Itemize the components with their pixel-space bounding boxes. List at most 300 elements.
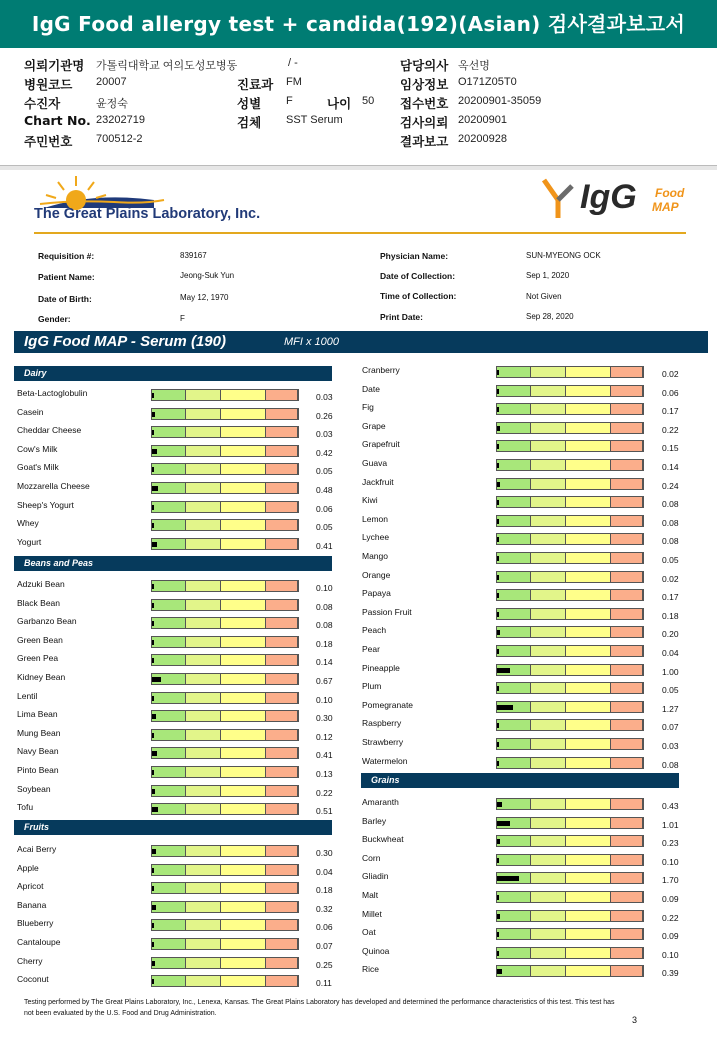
bar-zone	[531, 720, 566, 730]
bar-zone	[566, 758, 611, 768]
bar-zone	[531, 367, 566, 377]
result-bar	[151, 482, 299, 494]
bar-zone	[186, 618, 221, 628]
result-fill	[152, 523, 154, 528]
food-value: 1.70	[662, 875, 679, 886]
bar-zone	[266, 539, 298, 549]
patient-label: Requisition #:	[38, 251, 95, 261]
food-value: 0.10	[662, 856, 679, 867]
korean-label: 나이	[327, 96, 352, 111]
korean-value: SST Serum	[286, 114, 343, 126]
section-header: Fruits	[14, 820, 332, 835]
food-name: Sheep's Yogurt	[17, 499, 74, 510]
food-value: 1.00	[662, 666, 679, 677]
bar-zone	[186, 902, 221, 912]
food-name: Tofu	[17, 802, 34, 813]
result-fill	[497, 895, 499, 900]
bar-zone	[531, 479, 566, 489]
bar-zone	[152, 730, 186, 740]
food-name: Mung Bean	[17, 727, 61, 738]
food-value: 0.22	[662, 424, 679, 435]
result-bar	[496, 589, 644, 601]
food-name: Papaya	[362, 588, 391, 599]
result-fill	[152, 393, 154, 398]
bar-zone	[531, 758, 566, 768]
bar-zone	[531, 818, 566, 828]
food-value: 0.04	[316, 866, 333, 877]
bar-zone	[497, 646, 531, 656]
result-fill	[152, 658, 154, 663]
bar-zone	[221, 748, 266, 758]
food-value: 0.24	[662, 480, 679, 491]
food-value: 0.43	[662, 801, 679, 811]
patient-label: Time of Collection:	[380, 291, 457, 301]
result-bar	[496, 459, 644, 471]
food-name: Watermelon	[362, 755, 408, 766]
bar-zone	[531, 441, 566, 451]
bar-zone	[497, 739, 531, 749]
bar-zone	[186, 446, 221, 456]
food-name: Casein	[17, 406, 44, 417]
bar-zone	[611, 534, 643, 544]
food-value: 0.03	[662, 741, 679, 751]
bar-zone	[566, 929, 611, 939]
food-name: Pomegranate	[362, 699, 414, 710]
result-fill	[152, 770, 154, 775]
bar-zone	[497, 479, 531, 489]
food-name: Kiwi	[362, 495, 378, 506]
korean-label: 진료과	[237, 77, 274, 92]
patient-value: Sep 28, 2020	[526, 312, 574, 321]
korean-value: 23202719	[96, 114, 145, 126]
bar-zone	[266, 804, 298, 814]
bar-zone	[497, 572, 531, 582]
food-value: 0.08	[316, 601, 333, 612]
food-name: Soybean	[17, 783, 51, 794]
result-fill	[497, 858, 499, 863]
bar-zone	[566, 739, 611, 749]
bar-zone	[266, 976, 298, 986]
bar-zone	[611, 911, 643, 921]
result-fill	[497, 742, 499, 747]
bar-zone	[221, 976, 266, 986]
bar-zone	[186, 693, 221, 703]
result-bar	[496, 478, 644, 490]
food-name: Acai Berry	[17, 844, 57, 854]
bar-zone	[221, 581, 266, 591]
bar-zone	[266, 939, 298, 949]
bar-zone	[611, 948, 643, 958]
bar-zone	[186, 502, 221, 512]
food-name: Pineapple	[362, 662, 400, 673]
footer-disclaimer: Testing performed by The Great Plains Laboratory, Inc., Lenexa, Kansas. The Great Plains Laboratory has developed and determined the performance characteristics of this test. This test has not been evaluated by the U.S. Food and Drug Administration.	[24, 999, 615, 1017]
korean-label: 의뢰기관명	[24, 58, 85, 73]
patient-label: Print Date:	[380, 312, 423, 322]
food-value: 0.48	[316, 485, 333, 495]
result-bar	[496, 496, 644, 508]
bar-zone	[566, 460, 611, 470]
korean-value: 20200901	[458, 114, 507, 126]
result-bar	[151, 580, 299, 592]
bar-zone	[611, 836, 643, 846]
bar-zone	[566, 609, 611, 619]
patient-label: Gender:	[38, 314, 71, 324]
bar-zone	[266, 390, 298, 400]
result-fill	[497, 500, 499, 505]
bar-zone	[531, 553, 566, 563]
korean-value: 50	[362, 95, 375, 107]
result-fill	[152, 886, 154, 891]
patient-label: Date of Collection:	[380, 271, 456, 281]
bar-zone	[221, 655, 266, 665]
bar-zone	[566, 590, 611, 600]
korean-label: 담당의사	[400, 58, 449, 73]
food-name: Barley	[362, 815, 387, 826]
food-name: Adzuki Bean	[17, 579, 65, 589]
food-value: 0.10	[662, 949, 679, 960]
result-bar	[151, 599, 299, 611]
korean-value: O171Z05T0	[458, 76, 517, 88]
section-header: Grains	[361, 773, 679, 788]
bar-zone	[221, 427, 266, 437]
food-value: 0.08	[316, 620, 333, 631]
bar-zone	[152, 693, 186, 703]
bar-zone	[186, 920, 221, 930]
result-bar	[151, 901, 299, 913]
bar-zone	[566, 892, 611, 902]
bar-zone	[566, 799, 611, 809]
bar-zone	[186, 730, 221, 740]
result-bar	[151, 766, 299, 778]
bar-zone	[266, 655, 298, 665]
bar-zone	[611, 553, 643, 563]
food-name: Whey	[17, 518, 39, 529]
bar-zone	[221, 674, 266, 684]
food-map-header	[14, 331, 708, 353]
result-fill	[497, 482, 500, 487]
bar-zone	[186, 539, 221, 549]
bar-zone	[221, 883, 266, 893]
result-bar	[496, 552, 644, 564]
patient-value: 839167	[180, 251, 207, 260]
result-bar	[151, 938, 299, 950]
result-bar	[496, 757, 644, 769]
bar-zone	[566, 702, 611, 712]
bar-zone	[186, 786, 221, 796]
bar-zone	[152, 976, 186, 986]
bar-zone	[266, 767, 298, 777]
food-name: Navy Bean	[17, 746, 59, 757]
food-value: 0.02	[662, 369, 679, 379]
food-name: Mango	[362, 551, 388, 561]
food-value: 0.08	[662, 517, 679, 528]
result-fill	[152, 430, 154, 435]
bar-zone	[186, 958, 221, 968]
food-name: Quinoa	[362, 945, 390, 956]
food-name: Kidney Bean	[17, 672, 66, 682]
bar-zone	[221, 539, 266, 549]
korean-value: 20200928	[458, 133, 507, 145]
bar-zone	[221, 786, 266, 796]
food-value: 0.08	[662, 499, 679, 510]
result-fill	[152, 905, 156, 910]
bar-zone	[266, 883, 298, 893]
food-value: 0.42	[316, 447, 333, 458]
bar-zone	[221, 939, 266, 949]
result-bar	[496, 910, 644, 922]
bar-zone	[186, 939, 221, 949]
bar-zone	[566, 683, 611, 693]
bar-zone	[152, 464, 186, 474]
food-value: 0.05	[316, 466, 333, 477]
result-fill	[497, 389, 499, 394]
bar-zone	[531, 702, 566, 712]
food-name: Orange	[362, 569, 391, 580]
bar-zone	[186, 581, 221, 591]
bar-zone	[221, 902, 266, 912]
result-bar	[496, 385, 644, 397]
food-value: 0.07	[662, 722, 679, 733]
bar-zone	[611, 441, 643, 451]
result-fill	[152, 923, 154, 928]
bar-zone	[566, 516, 611, 526]
bar-zone	[611, 665, 643, 675]
result-bar	[496, 422, 644, 434]
result-bar	[496, 515, 644, 527]
result-fill	[497, 630, 500, 635]
antibody-logo-icon	[538, 172, 578, 220]
bar-zone	[531, 683, 566, 693]
result-bar	[151, 426, 299, 438]
result-bar	[496, 947, 644, 959]
bar-zone	[531, 739, 566, 749]
bar-zone	[266, 483, 298, 493]
food-name: Blueberry	[17, 918, 54, 929]
food-name: Apple	[17, 862, 39, 873]
result-bar	[151, 692, 299, 704]
bar-zone	[531, 892, 566, 902]
bar-zone	[186, 748, 221, 758]
result-fill	[497, 407, 499, 412]
food-name: Banana	[17, 899, 47, 910]
result-bar	[151, 673, 299, 685]
result-fill	[497, 519, 499, 524]
result-fill	[152, 942, 154, 947]
result-bar	[496, 835, 644, 847]
result-bar	[151, 975, 299, 987]
bar-zone	[497, 516, 531, 526]
result-bar	[151, 957, 299, 969]
food-value: 0.02	[662, 573, 679, 584]
bar-zone	[497, 590, 531, 600]
bar-zone	[497, 553, 531, 563]
result-fill	[497, 463, 499, 468]
result-fill	[152, 751, 157, 756]
food-value: 0.15	[662, 443, 679, 454]
result-bar	[151, 747, 299, 759]
result-bar	[496, 626, 644, 638]
result-fill	[497, 649, 499, 654]
result-bar	[496, 854, 644, 866]
bar-zone	[611, 609, 643, 619]
result-fill	[497, 426, 500, 431]
bar-zone	[152, 655, 186, 665]
result-bar	[151, 654, 299, 666]
bar-zone	[497, 948, 531, 958]
result-fill	[497, 668, 510, 673]
food-name: Coconut	[17, 974, 49, 985]
result-bar	[496, 682, 644, 694]
bar-zone	[266, 958, 298, 968]
bar-zone	[186, 483, 221, 493]
food-name: Millet	[362, 908, 382, 919]
bar-zone	[566, 534, 611, 544]
lab-name: The Great Plains Laboratory, Inc.	[34, 206, 261, 222]
report-title: IgG Food allergy test + candida(192)(Asian) 검사결과보고서	[0, 0, 717, 48]
bar-zone	[221, 390, 266, 400]
bar-zone	[497, 609, 531, 619]
bar-zone	[221, 446, 266, 456]
bar-zone	[266, 637, 298, 647]
food-name: Cow's Milk	[17, 443, 58, 454]
bar-zone	[221, 711, 266, 721]
bar-zone	[186, 390, 221, 400]
korean-value: 20200901-35059	[458, 95, 542, 107]
bar-zone	[566, 966, 611, 976]
result-bar	[151, 785, 299, 797]
korean-label: 결과보고	[400, 134, 449, 149]
bar-zone	[152, 502, 186, 512]
food-name: Lentil	[17, 690, 38, 701]
food-name: Cantaloupe	[17, 937, 61, 947]
food-name: Passion Fruit	[362, 606, 412, 617]
result-bar	[151, 919, 299, 931]
bar-zone	[531, 516, 566, 526]
result-bar	[496, 366, 644, 378]
food-value: 1.27	[662, 703, 679, 714]
bar-zone	[497, 367, 531, 377]
bar-zone	[266, 693, 298, 703]
bar-zone	[152, 711, 186, 721]
korean-label: Chart No.	[24, 113, 91, 128]
bar-zone	[186, 674, 221, 684]
result-fill	[497, 723, 499, 728]
bar-zone	[566, 646, 611, 656]
bar-zone	[531, 627, 566, 637]
bar-zone	[221, 804, 266, 814]
bar-zone	[152, 409, 186, 419]
food-value: 1.01	[662, 819, 679, 830]
food-name: Buckwheat	[362, 834, 404, 845]
bar-zone	[221, 730, 266, 740]
food-value: 0.09	[662, 931, 679, 942]
patient-label: Date of Birth:	[38, 294, 92, 304]
food-name: Fig	[362, 402, 374, 413]
bar-zone	[186, 600, 221, 610]
result-fill	[497, 705, 513, 710]
result-fill	[152, 449, 157, 454]
bar-zone	[221, 409, 266, 419]
result-bar	[496, 872, 644, 884]
bar-zone	[266, 446, 298, 456]
bar-zone	[566, 367, 611, 377]
bar-zone	[152, 427, 186, 437]
food-value: 0.11	[316, 978, 332, 989]
food-name: Strawberry	[362, 737, 404, 747]
result-fill	[152, 505, 154, 510]
section-header: Beans and Peas	[14, 556, 332, 571]
bar-zone	[221, 693, 266, 703]
bar-zone	[152, 520, 186, 530]
bar-zone	[221, 958, 266, 968]
korean-label: 수진자	[24, 96, 61, 111]
food-value: 0.51	[316, 806, 333, 817]
food-value: 0.22	[316, 787, 333, 798]
bar-zone	[531, 590, 566, 600]
page-number: 3	[632, 1015, 638, 1025]
bar-zone	[221, 846, 266, 856]
bar-zone	[186, 767, 221, 777]
result-fill	[497, 932, 499, 937]
bar-zone	[611, 739, 643, 749]
food-value: 0.18	[316, 638, 333, 649]
bar-zone	[497, 683, 531, 693]
bar-zone	[531, 386, 566, 396]
bar-zone	[497, 720, 531, 730]
bar-zone	[266, 581, 298, 591]
result-fill	[497, 575, 499, 580]
food-name: Goat's Milk	[17, 462, 59, 473]
bar-zone	[531, 948, 566, 958]
food-name: Pear	[362, 644, 380, 654]
bar-zone	[266, 427, 298, 437]
result-fill	[497, 914, 500, 919]
result-bar	[496, 798, 644, 810]
bar-zone	[531, 646, 566, 656]
bar-zone	[531, 855, 566, 865]
bar-zone	[497, 911, 531, 921]
bar-zone	[186, 427, 221, 437]
food-name: Mozzarella Cheese	[17, 481, 90, 491]
food-name: Guava	[362, 458, 388, 468]
bar-zone	[611, 386, 643, 396]
food-value: 0.26	[316, 410, 333, 421]
food-value: 0.20	[662, 629, 679, 640]
food-value: 0.09	[662, 894, 679, 904]
bar-zone	[152, 939, 186, 949]
patient-value: Not Given	[526, 292, 562, 301]
bar-zone	[221, 920, 266, 930]
bar-zone	[221, 865, 266, 875]
bar-zone	[531, 497, 566, 507]
bar-zone	[266, 618, 298, 628]
bar-zone	[186, 655, 221, 665]
result-fill	[152, 486, 158, 491]
food-name: Pinto Bean	[17, 765, 59, 775]
food-name: Rice	[362, 964, 380, 975]
bar-zone	[266, 464, 298, 474]
korean-value: 옥선명	[458, 60, 490, 72]
bar-zone	[531, 873, 566, 883]
food-value: 0.04	[662, 648, 679, 658]
sun-logo-icon	[34, 170, 264, 210]
bar-zone	[497, 836, 531, 846]
brand-map: MAP	[652, 200, 679, 214]
korean-label: 검사의뢰	[400, 115, 449, 130]
bar-zone	[611, 683, 643, 693]
result-bar	[496, 891, 644, 903]
bar-zone	[497, 855, 531, 865]
